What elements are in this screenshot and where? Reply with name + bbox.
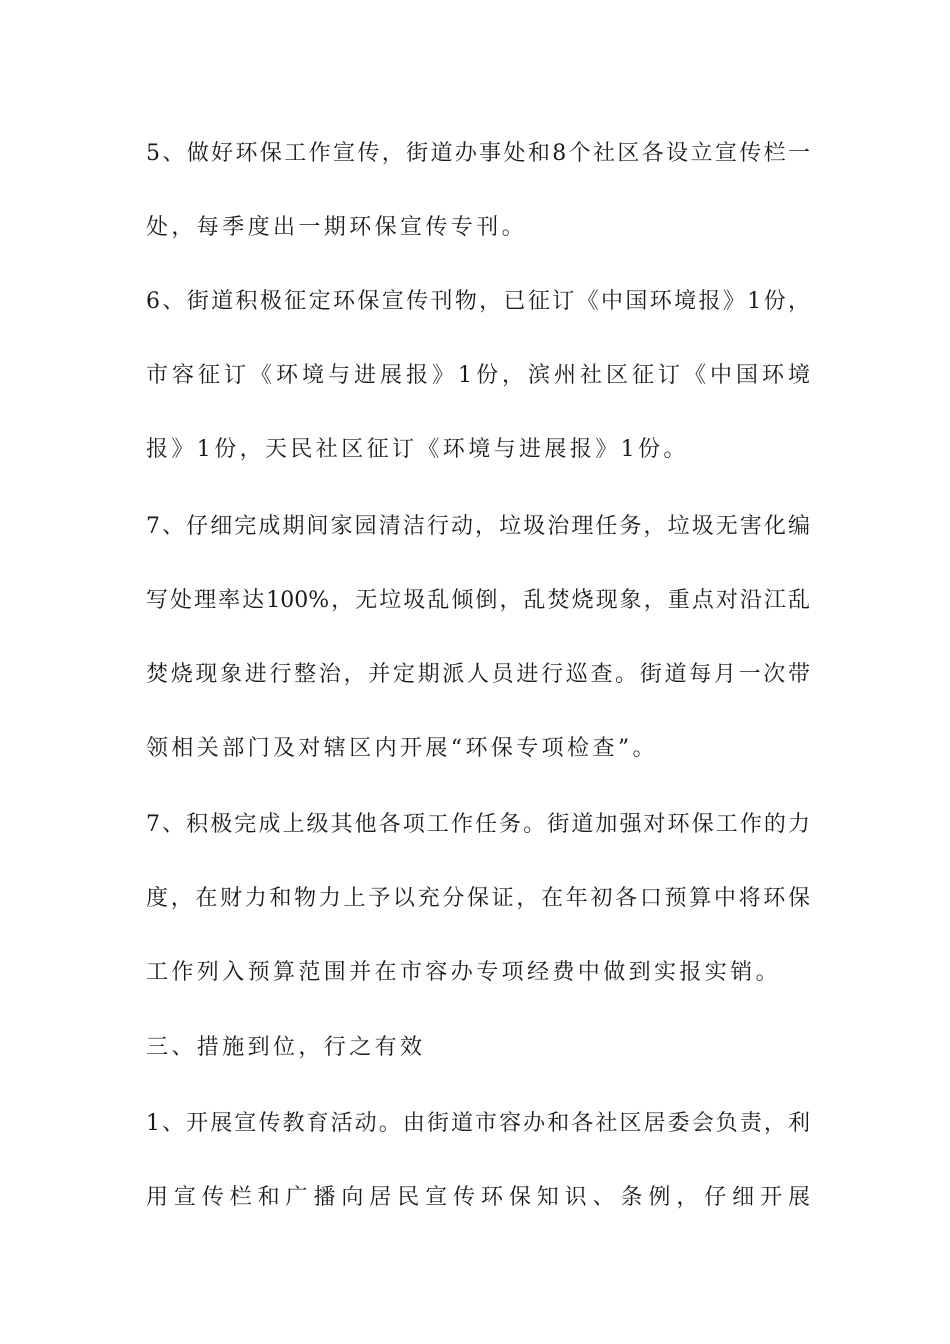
text-line: 焚烧现象进行整治，并定期派人员进行巡查。街道每月一次带 bbox=[146, 662, 810, 687]
text-line: 7、仔细完成期间家园清洁行动，垃圾治理任务，垃圾无害化编 bbox=[146, 514, 810, 539]
text-line: 领相关部门及对辖区内开展“环保专项检查”。 bbox=[146, 736, 658, 761]
text-line: 用宣传栏和广播向居民宣传环保知识、条例，仔细开展 bbox=[146, 1185, 810, 1210]
text-line: 6、街道积极征定环保宣传刊物，已征订《中国环境报》1份， bbox=[146, 289, 810, 314]
text-line: 报》1份，天民社区征订《环境与进展报》1份。 bbox=[146, 437, 689, 462]
text-line: 5、做好环保工作宣传，街道办事处和8个社区各设立宣传栏一 bbox=[146, 141, 810, 166]
text-line: 工作列入预算范围并在市容办专项经费中做到实报实销。 bbox=[146, 960, 782, 985]
text-line: 市容征订《环境与进展报》1份，滨州社区征订《中国环境 bbox=[146, 363, 810, 388]
text-line: 7、积极完成上级其他各项工作任务。街道加强对环保工作的力 bbox=[146, 812, 810, 837]
text-line: 处，每季度出一期环保宣传专刊。 bbox=[146, 215, 528, 240]
text-line: 1、开展宣传教育活动。由街道市容办和各社区居委会负责，利 bbox=[146, 1111, 810, 1136]
section-heading: 三、措施到位，行之有效 bbox=[146, 1035, 426, 1060]
text-line: 度，在财力和物力上予以充分保证，在年初各口预算中将环保 bbox=[146, 886, 810, 911]
text-line: 写处理率达100%，无垃圾乱倾倒，乱焚烧现象，重点对沿江乱 bbox=[146, 588, 810, 613]
